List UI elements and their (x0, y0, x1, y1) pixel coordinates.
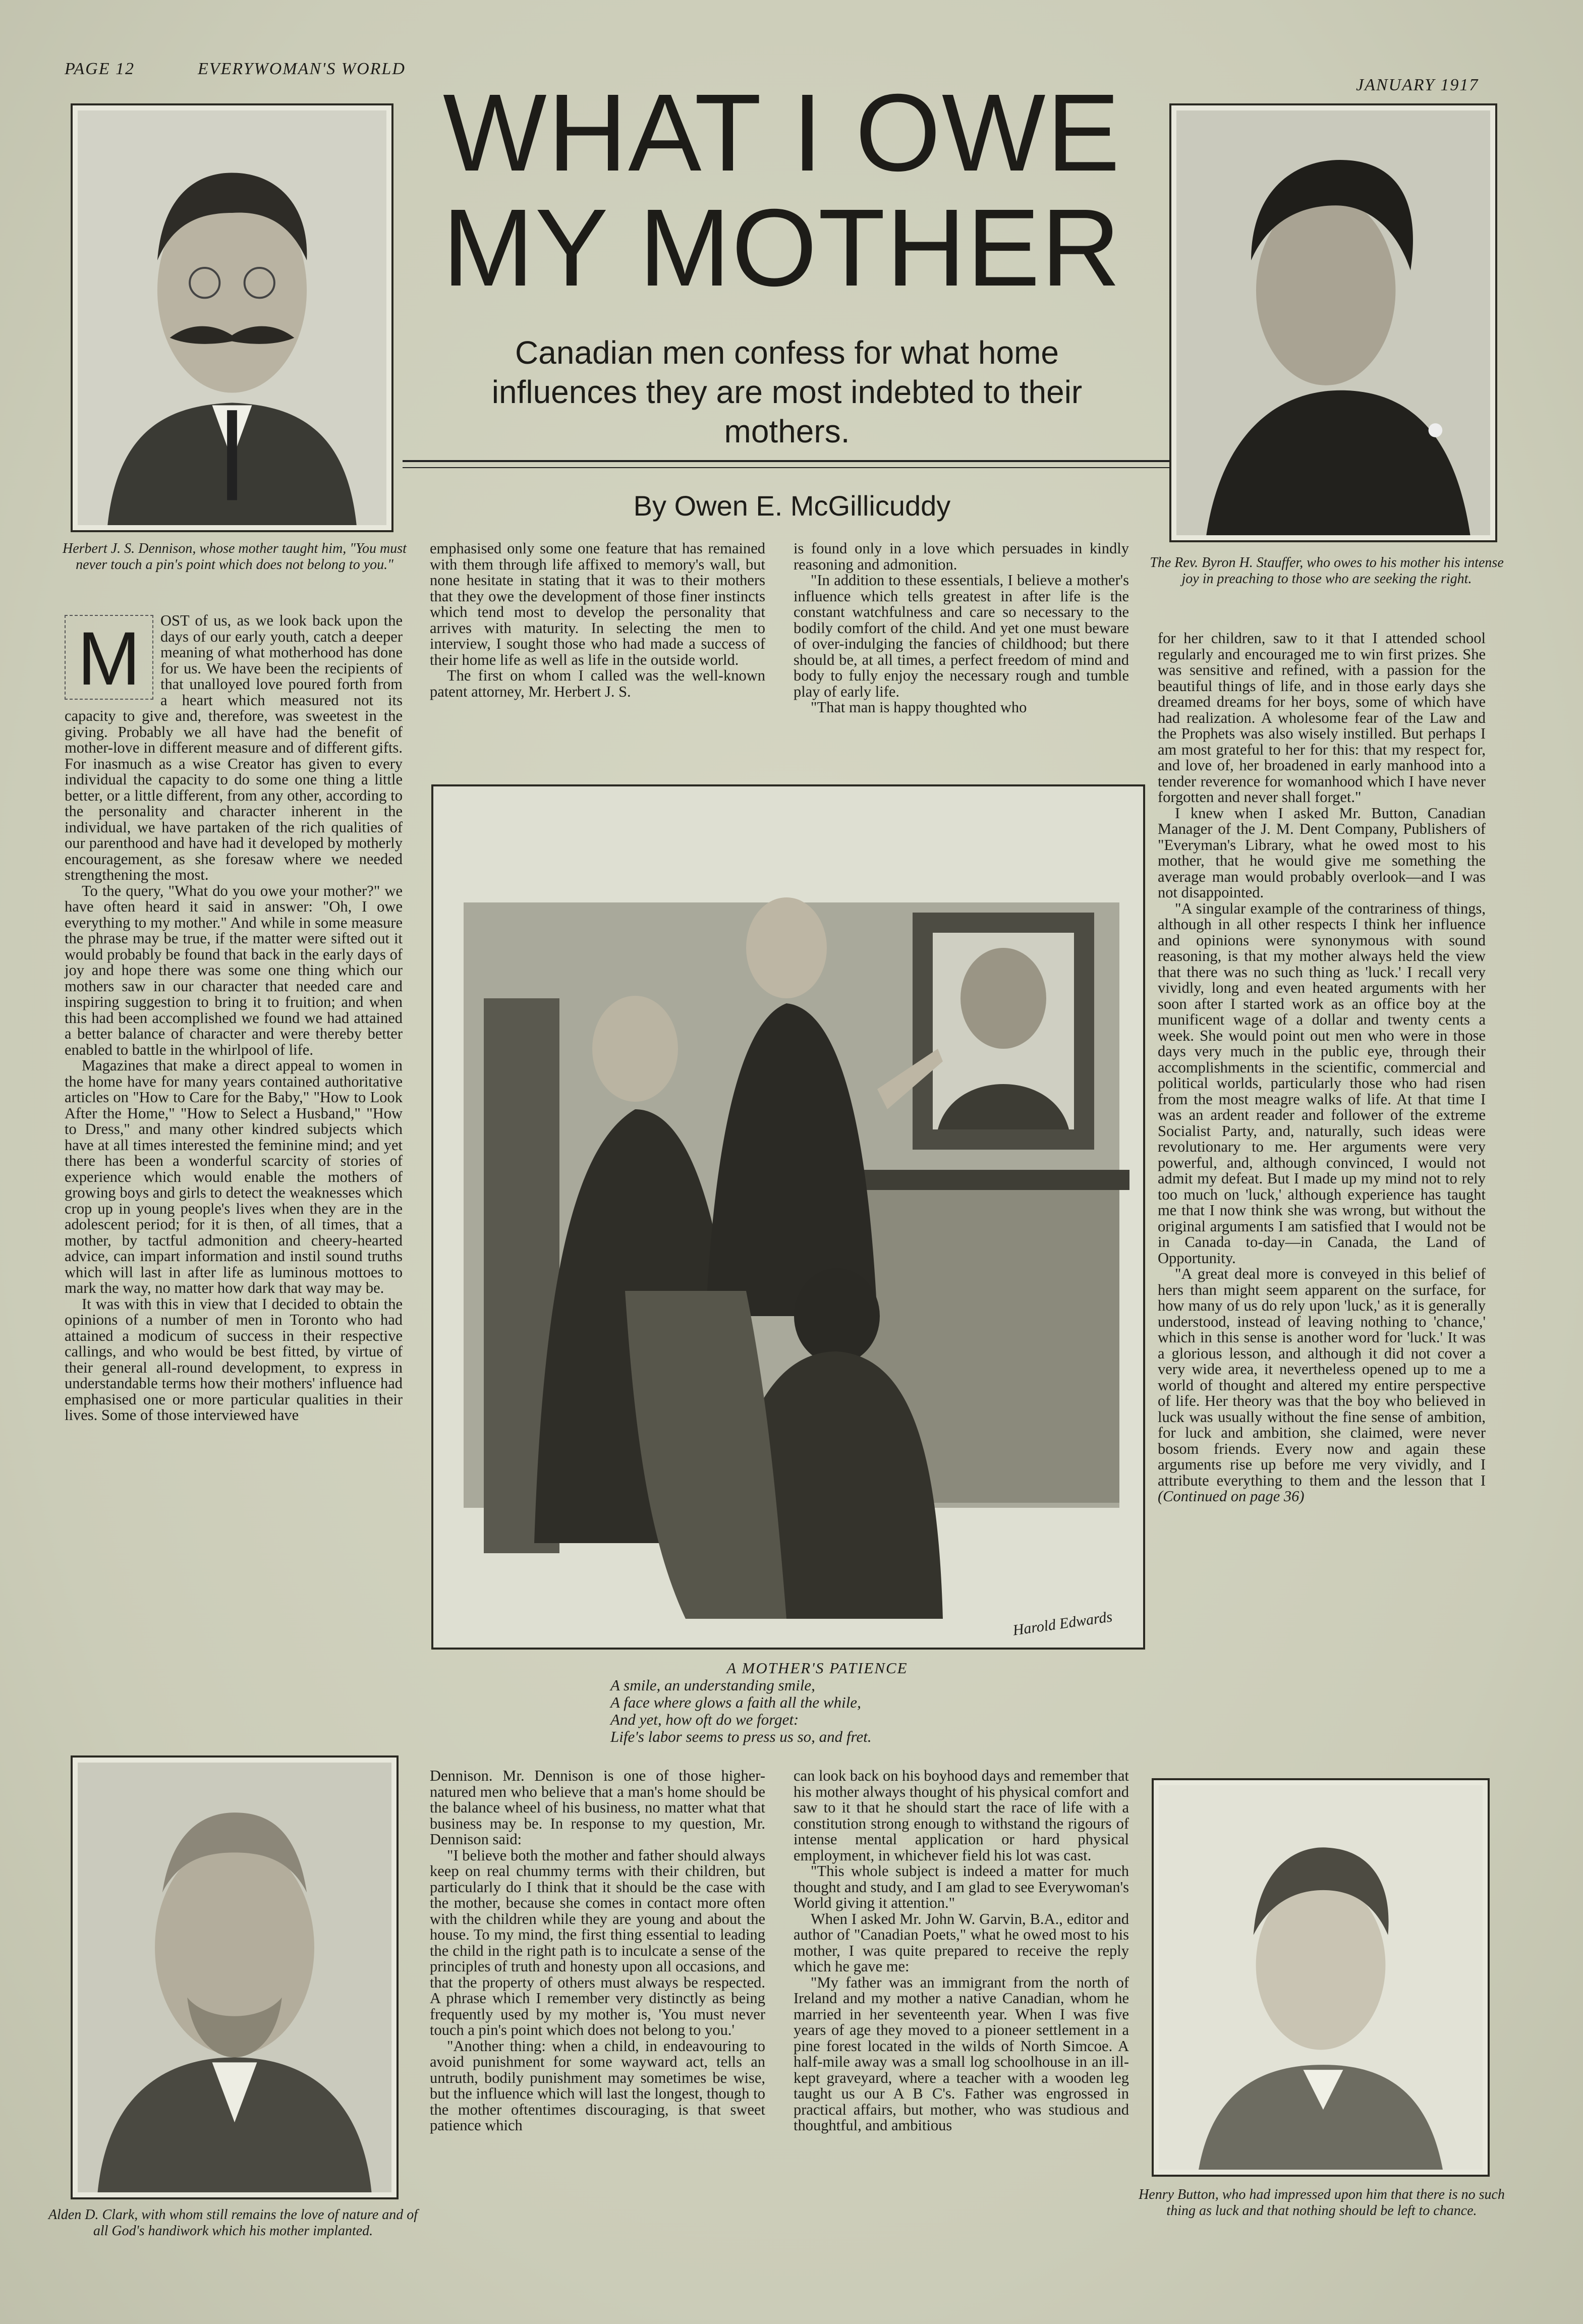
caption-button: Henry Button, who had impressed upon him that there is no such thing as luck and that nothing should be left to chance. (1139, 2187, 1505, 2219)
column-1-top (65, 613, 403, 1424)
col4-paragraph-4: "A great deal more is conveyed in this belief of hers than might seem apparent on the surface, for how many of us do rely upon 'luck,' as it is generally understood, instead of leaving nothing to 'chance,' which in this sense is another word for 'luck.' It was a glorious lesson, and although it did not cover a very wide area, it nevertheless opened up to me a world of thought and altered my entire perspective of life. Her theory was that the boy who believed in luck was usually without the fine sense of ambition, for luck and ambition, she claimed, were never bosom friends. Every now and again these arguments rise up before me very vividly, and I attribute everything to them and the lesson that I (Continued on page 36) (1158, 1265, 1486, 1505)
caption-clark: Alden D. Clark, with whom still remains the love of nature and of all God's handiwork which his mother implanted. (48, 2207, 418, 2239)
title-line-1: WHAT I OWE (442, 72, 1121, 194)
portrait-clark (71, 1755, 399, 2199)
page-number: PAGE 12 (65, 60, 135, 78)
issue-date: JANUARY 1917 (1356, 76, 1479, 94)
column-2-top (430, 541, 765, 700)
col2-paragraph-1: emphasised only some one feature that has remained with them through life affixed to memory's wall, but none hesitate in stating that it was to their mothers that they owe the development of those finer instincts which tend most to develop the personality that arrives with maturity. In selecting the men to interview, I sought those who had made a success of their home life as well as life in the outside world. (430, 540, 765, 668)
title-rule-top (403, 460, 1185, 462)
artist-signature: Harold Edwards (1011, 1608, 1114, 1639)
col1-paragraph-2: To the query, "What do you owe your mother?" we have often heard it said in answer: "Oh, I owe everything to my mother." And while in some measure the phrase may be true, if the matter were sifted out it would probably be found that back in the early days of joy and hope there was some one thing which our mothers saw in our character that needed care and inspiring suggestion to bring it to fruition; and when this had been accomplished we found we had attained a better balance of character and were thereby better enabled to battle in the whirlpool of life. (65, 882, 403, 1058)
poem-line-2: A face where glows a faith all the while, (610, 1693, 861, 1711)
portrait-button-image (1159, 1785, 1483, 2170)
col3b-paragraph-4: "My father was an immigrant from the north of Ireland and my mother a native Canadian, whom he married in her seventeenth year. When I was five years of age they moved to a pioneer settlement in a pine forest located in the wilds of North Simcoe. A half-mile away was a small log schoolhouse in an ill-kept graveyard, where a teacher with a wooden leg taught us our A B C's. Father was engrossed in practical affairs, but mother, who was studious and thoughtful, and ambitious (794, 1973, 1129, 2134)
title-line-2: MY MOTHER (442, 187, 1122, 309)
col3-paragraph-3: "That man is happy thoughted who (811, 699, 1027, 716)
article-subtitle: Canadian men confess for what home influences they are most indebted to their mothers. (491, 334, 1083, 449)
col1-paragraph-3: Magazines that make a direct appeal to women in the home have for many years contained authoritative articles on "How to Care for the Baby," "How to Look After the Home," "How to Select a Husband," "How to Dress," and many other kindred subjects which have at all times interested the feminine mind; and yet there has been a wonderful scarcity of stories of experience which would enable the mothers of growing boys and girls to detect the weaknesses which crop up in young people's lives when they are in the adolescent period; for it is then, of all times, that a mother, by tactful admonition and cheery-hearted advice, can impart information and instil sound truths which will last in after life as luminous mottoes to mark the way, no matter how dark that way may be. (65, 1057, 403, 1296)
article-title (419, 72, 1145, 309)
portrait-dennison (71, 103, 393, 532)
continued-note: (Continued on page 36) (1158, 1488, 1305, 1505)
col4-paragraph-3: "A singular example of the contrariness of things, although in all other respects I think her influence and opinions were synonymous with sound reasoning, is that my mother always held the view that there was no such thing as 'luck.' I recall very vividly, long and even heated arguments with her soon after I started work as an office boy at the munificent wage of a dollar and twenty cents a week. She would point out men who were in those days very much in the public eye, through their accomplishments in the scientific, commercial and political worlds, particularly those who had risen from the most meagre walks of life. At that time I was an ardent reader and follower of the extreme Socialist Party, and, naturally, such ideas were revolutionary to me. Her arguments were very powerful, and, although convinced, I would not admit my defeat. But I made up my mind not to rely too much on 'luck,' although experience has taught me that I now think she was wrong, but without the original arguments I am satisfied that I would not be in Canada to-day—in Canada, the Land of Opportunity. (1158, 899, 1486, 1267)
drop-cap: M (65, 615, 153, 700)
caption-dennison: Herbert J. S. Dennison, whose mother taught him, "You must never touch a pin's point which does not belong to you." (63, 541, 407, 573)
col2b-paragraph-3: "Another thing: when a child, in endeavouring to avoid punishment for some wayward act, tells an untruth, bodily punishment may sometimes be wise, but the influence which will last the longest, though to the mother oftentimes discouraging, is that sweet patience which (430, 2037, 765, 2134)
portrait-clark-image (78, 1763, 391, 2192)
col4-paragraph-1: for her children, saw to it that I attended school regularly and encouraged me to win first prizes. She was sensitive and refined, with a passion for the beautiful things of life, and in those early days she dreamed dreams for her boys, some of which have had realization. A wholesome fear of the Law and the Prophets was also wisely instilled. But perhaps I am most grateful to her for this: that my respect for, and love of, her broadened in early manhood into a tender reverence for womanhood which I have never forgotten and never shall forget." (1158, 630, 1486, 806)
poem-title: A MOTHER'S PATIENCE (726, 1659, 908, 1677)
illustration-poem (610, 1660, 1024, 1745)
col1-paragraph-4: It was with this in view that I decided to obtain the opinions of a number of men in Toronto who had attained a modicum of success in their respective callings, and who would be best fitted, by virtue of their general all-round development, to express in understandable terms how their mothers' influence had emphasised one or more particular qualities in their lives. Some of those interviewed have (65, 1295, 403, 1424)
portrait-dennison-image (78, 110, 386, 525)
poem-line-1: A smile, an understanding smile, (610, 1676, 815, 1694)
portrait-stauffer (1169, 103, 1497, 542)
illustration-mothers-patience (431, 784, 1145, 1650)
column-4 (1158, 631, 1486, 1505)
col2-paragraph-2: The first on whom I called was the well-known patent attorney, Mr. Herbert J. S. (430, 667, 765, 700)
col4-paragraph-2: I knew when I asked Mr. Button, Canadian Manager of the J. M. Dent Company, Publishers of "Everyman's Library, what he owed most to his mother, that he would give me something the average man would probably overlook—and I was not disappointed. (1158, 804, 1486, 901)
col3b-paragraph-3: When I asked Mr. John W. Garvin, B.A., editor and author of "Canadian Poets," what he owed most to his mother, I was quite prepared to receive the reply which he gave me: (794, 1910, 1129, 1975)
column-3-bottom (794, 1768, 1129, 2134)
illustration-drawing (433, 786, 1143, 1648)
col3b-paragraph-2: "This whole subject is indeed a matter for much thought and study, and I am glad to see Everywoman's World giving it attention." (794, 1862, 1129, 1911)
magazine-name: EVERYWOMAN'S WORLD (198, 60, 406, 78)
col2b-paragraph-2: "I believe both the mother and father should always keep on real chummy terms with their children, but particularly do I think that it should be the case with the mother, because she comes in contact more often with the children while they are young and about the house. To my mind, the first thing essential to leading the child in the right path is to inculcate a sense of the principles of truth and honesty upon all occasions, and that the property of others must always be respected. A phrase which I remember very distinctly as being frequently used by my mother is, 'You must never touch a pin's point which does not belong to you.' (430, 1846, 765, 2038)
poem-line-3: And yet, how oft do we forget: (610, 1711, 799, 1728)
column-3-top (794, 541, 1129, 716)
poem-line-4: Life's labor seems to press us so, and fret. (610, 1728, 872, 1745)
title-rule-bottom (403, 467, 1185, 468)
caption-stauffer: The Rev. Byron H. Stauffer, who owes to his mother his intense joy in preaching to those who are seeking the right. (1150, 555, 1504, 587)
portrait-button (1152, 1778, 1490, 2177)
col1-paragraph-1: OST of us, as we look back upon the days of our early youth, catch a deeper meaning of what motherhood has done for us. We have been the recipients of that unalloyed love poured forth from a heart which measured not its capacity to give and, therefore, was sweetest in the giving. Probably we all have had the benefit of mother-love in different measure and of different gifts. For inasmuch as a wise Creator has given to every individual the capacity to do some one thing a little better, or a little different, from any other, according to the personality and character inherent in the individual, we have partaken of the rich qualities of our parenthood and have had it developed by motherly encouragement, as she foresaw where we needed strengthening the most. (65, 612, 403, 883)
column-2-bottom (430, 1768, 765, 2134)
col2b-paragraph-1: Dennison. Mr. Dennison is one of those higher-natured men who believe that a man's home should be the balance wheel of his business, no matter what that business may be. In response to my question, Mr. Dennison said: (430, 1767, 765, 1848)
portrait-stauffer-image (1176, 110, 1490, 535)
col3-paragraph-1: is found only in a love which persuades in kindly reasoning and admonition. (794, 540, 1129, 573)
col3b-paragraph-1: can look back on his boyhood days and remember that his mother always thought of his physical comfort and saw to it that he should start the race of life with a constitution strong enough to withstand the rigours of intense mental application or hard physical employment, in whichever field his lot was cast. (794, 1767, 1129, 1864)
col3-paragraph-2: "In addition to these essentials, I believe a mother's influence which tells greatest in after life is the constant watchfulness and care so necessary to the bodily comfort of the child. And yet one must beware of over-indulging the fancies of childhood; but there should be, at all times, a perfect freedom of mind and body to fully enjoy the necessary rough and tumble play of early life. (794, 572, 1129, 700)
byline: By Owen E. McGillicuddy (633, 490, 951, 522)
